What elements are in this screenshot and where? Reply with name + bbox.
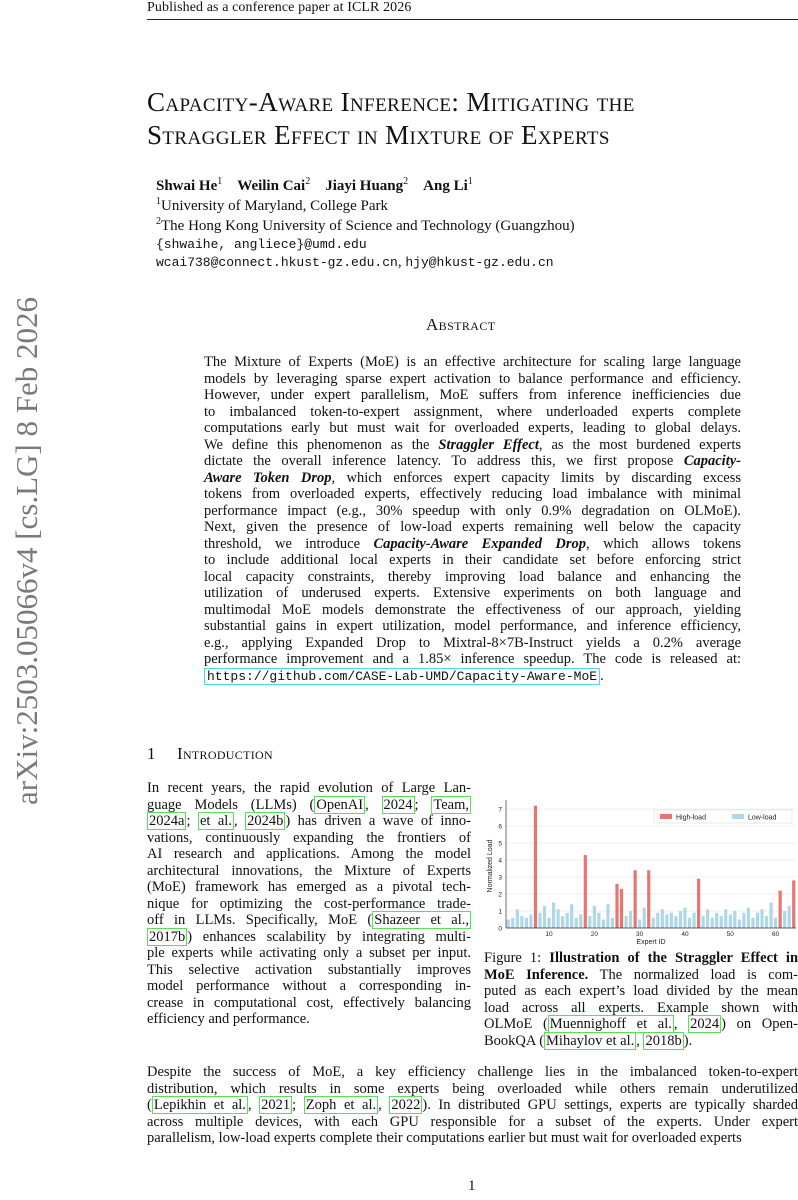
low-load-bar <box>679 911 682 928</box>
low-load-bar <box>511 918 514 928</box>
text-line <box>204 602 741 619</box>
text-run: model performance without a corresponding in- <box>147 978 471 994</box>
author-name: Jiayi Huang <box>325 178 404 194</box>
email-address[interactable]: wcai738@connect.hkust-gz.edu.cn <box>156 255 398 270</box>
text-run: puted as each expert’s load divided by the mean <box>484 983 798 999</box>
high-load-bar <box>584 855 587 928</box>
high-load-bar <box>615 884 618 928</box>
text-run: performance impact (e.g., 30% speedup with only 0.9% degradation on OLMoE). <box>204 502 741 519</box>
section-heading <box>147 744 273 764</box>
high-load-bar <box>647 870 650 928</box>
low-load-bar <box>624 916 627 928</box>
x-tick-label: 60 <box>771 931 780 938</box>
affil-number: 2 <box>156 216 161 227</box>
text-run: The Mixture of Experts (MoE) is an effective architecture for scaling large language <box>204 354 741 370</box>
low-load-bar <box>561 916 564 928</box>
author-affil-mark: 1 <box>467 176 473 187</box>
low-load-bar <box>769 903 772 928</box>
title-line-1: Capacity-Aware Inference: Mitigating the <box>147 87 635 117</box>
text-run: , <box>233 813 246 829</box>
low-load-bar <box>760 909 763 928</box>
text-run: nique for optimizing the cost-performance trade- <box>147 895 471 912</box>
text-run: OLMoE ( <box>484 1016 548 1032</box>
author-list <box>156 176 473 195</box>
low-load-bar <box>774 918 777 928</box>
low-load-bar <box>674 916 677 928</box>
author-name: Shwai He <box>156 178 218 194</box>
x-tick-label: 50 <box>726 931 734 938</box>
high-load-bar <box>779 891 782 928</box>
text-run: vations, continuously expanding the frontiers of <box>147 829 471 846</box>
high-load-bar <box>792 880 795 928</box>
section-title: Introduction <box>177 744 273 763</box>
y-axis-label: Normalized Load <box>487 839 494 893</box>
text-run: , as the most burdened experts <box>538 436 741 453</box>
low-load-bar <box>665 914 668 928</box>
text-line <box>204 470 741 487</box>
text-line <box>147 1130 798 1147</box>
figure-caption <box>484 950 798 1049</box>
emphasis-term: Aware Token Drop <box>204 469 332 486</box>
text-line <box>204 651 741 668</box>
high-load-bar <box>634 870 637 928</box>
email-line-1 <box>156 236 367 253</box>
body-paragraph <box>147 1064 798 1147</box>
y-tick-label: 5 <box>498 840 502 848</box>
citation-link[interactable]: OpenAI <box>316 796 364 813</box>
text-line <box>204 552 741 569</box>
text-run: , <box>365 796 382 813</box>
citation-link[interactable]: Muennighoff et al. <box>549 1016 672 1032</box>
low-load-bar <box>706 909 709 928</box>
y-tick-label: 1 <box>498 908 502 916</box>
text-run: The normalized load is com- <box>588 966 798 983</box>
text-line <box>204 354 741 371</box>
citation-link[interactable]: Mihaylov et al. <box>546 1032 635 1049</box>
citation-link[interactable]: 2022 <box>391 1097 421 1113</box>
text-line <box>204 371 741 388</box>
title-line-2: Straggler Effect in Mixture of Experts <box>147 120 610 150</box>
low-load-bar <box>538 913 541 928</box>
affil-number: 1 <box>156 196 161 207</box>
author-affil-mark: 1 <box>217 176 223 187</box>
text-line <box>204 486 741 503</box>
emphasis-term: Illustration of the Straggler Effect in <box>549 950 798 966</box>
text-run: , <box>247 1097 260 1113</box>
x-tick-label: 30 <box>636 931 644 938</box>
citation-link[interactable]: Zoph et al. <box>305 1097 377 1113</box>
text-line <box>484 983 798 1000</box>
citation-link[interactable]: 2024 <box>690 1016 720 1032</box>
text-run: computations early but must wait for overloaded experts, leading to global delays. <box>204 420 741 436</box>
text-run: utilization of underused experts. Extensive experiments on both language and <box>204 585 741 601</box>
text-run: AI research and applications. Among the model <box>147 846 471 862</box>
text-line <box>147 797 471 814</box>
arxiv-identifier: arXiv:2503.05066v4 [cs.LG] 8 Feb 2026 <box>9 297 44 805</box>
text-line <box>484 1000 798 1017</box>
low-load-bar <box>516 909 519 928</box>
emphasis-term: Straggler Effect <box>438 436 539 453</box>
text-run: performance improvement and a 1.85× inference speedup. The code is released at: <box>204 651 741 667</box>
email-separator: , <box>397 254 406 270</box>
text-line <box>147 962 471 979</box>
text-line <box>147 1114 798 1131</box>
text-line <box>204 618 741 635</box>
citation-link[interactable]: 2018b <box>645 1032 682 1049</box>
text-line <box>147 1064 798 1081</box>
low-load-bar <box>575 918 578 928</box>
abstract-body <box>204 354 741 685</box>
citation-link[interactable]: Lepikhin et al. <box>153 1097 246 1113</box>
text-run: distribution, which results in some experts being overloaded while others remain underutilized <box>147 1080 798 1097</box>
citation-link[interactable]: 2024b <box>247 813 284 829</box>
low-load-bar <box>724 909 727 928</box>
text-line <box>147 995 471 1012</box>
high-load-bar <box>697 879 700 928</box>
text-run: . <box>600 667 604 684</box>
text-line <box>147 912 471 929</box>
low-load-bar <box>656 913 659 928</box>
low-load-bar <box>729 914 732 928</box>
low-load-bar <box>597 913 600 928</box>
text-run: However, under expert parallelism, MoE suffers from inference inefficiencies due <box>204 387 741 403</box>
low-load-bar <box>661 909 664 928</box>
text-line <box>204 404 741 421</box>
x-axis-label: Expert ID <box>636 939 666 946</box>
text-run: e.g., applying Expanded Drop to Mixtral-8×7B-Instruct yields a 0.2% average <box>204 634 741 651</box>
high-load-bar <box>620 889 623 928</box>
text-line <box>147 978 471 995</box>
text-line <box>484 967 798 984</box>
low-load-bar <box>629 911 632 928</box>
text-run: models by leveraging sparse expert activation to balance performance and efficiency. <box>204 370 741 387</box>
text-run: guage Models (LLMs) ( <box>147 796 315 813</box>
text-line <box>204 536 741 553</box>
text-run: load across all experts. Example shown with <box>484 999 798 1016</box>
text-line <box>147 1011 471 1028</box>
text-run: to imbalanced token-to-expert assignment, where underloaded experts complete <box>204 403 741 420</box>
text-run: ) enhances scalability by integrating multi- <box>187 928 471 945</box>
low-load-bar <box>507 920 510 928</box>
text-line <box>147 879 471 896</box>
email-address[interactable]: hjy@hkust-gz.edu.cn <box>405 255 554 270</box>
low-load-bar <box>602 920 605 928</box>
legend-label-low: Low-load <box>748 814 777 822</box>
text-run: (MoE) framework has emerged as a pivotal tech- <box>147 879 471 895</box>
text-run: , <box>673 1016 689 1032</box>
y-tick-label: 3 <box>498 874 502 882</box>
text-run: multimodal MoE models demonstrate the effectiveness of our approach, yielding <box>204 601 741 618</box>
low-load-bar <box>751 918 754 928</box>
low-load-bar <box>742 913 745 928</box>
author-name: Ang Li <box>423 178 468 194</box>
affil-text: The Hong Kong University of Science and Technology (Guangzhou) <box>161 218 575 234</box>
text-line <box>147 846 471 863</box>
low-load-bar <box>783 911 786 928</box>
text-run: ). In distributed GPU settings, experts are typically sharded <box>422 1097 798 1113</box>
emphasis-term: Capacity-Aware Expanded Drop <box>373 535 587 552</box>
text-run: Next, given the presence of low-load experts remaining well below the capacity <box>204 519 741 535</box>
y-tick-label: 2 <box>498 891 502 899</box>
text-line <box>204 519 741 536</box>
low-load-bar <box>570 904 573 928</box>
citation-link[interactable]: 2017b <box>149 928 186 945</box>
text-run: ) has driven a wave of inno- <box>285 813 472 829</box>
text-run: ( <box>147 1097 152 1113</box>
text-run: ple experts while activating only a subset per input. <box>147 945 471 961</box>
y-tick-label: 4 <box>498 857 502 865</box>
text-run: threshold, we introduce <box>204 535 374 552</box>
text-run: ) on Open- <box>721 1016 798 1032</box>
low-load-bar <box>566 913 569 928</box>
low-load-bar <box>552 903 555 928</box>
text-line <box>147 1081 798 1098</box>
text-run: , <box>636 1032 644 1049</box>
text-run: ). <box>683 1032 693 1049</box>
legend-swatch-low <box>732 814 744 819</box>
high-load-bar <box>534 806 537 928</box>
low-load-bar <box>756 913 759 928</box>
affiliation-1 <box>156 196 388 215</box>
author-affil-mark: 2 <box>305 176 311 187</box>
low-load-bar <box>588 916 591 928</box>
y-tick-label: 0 <box>498 925 502 933</box>
text-line <box>204 437 741 454</box>
text-run: dictate the overall inference latency. To address this, we first propose <box>204 453 684 469</box>
text-run: , which allows tokens <box>586 535 741 552</box>
text-run: In recent years, the rapid evolution of Large Lan- <box>147 780 471 796</box>
text-line <box>204 453 741 470</box>
low-load-bar <box>611 918 614 928</box>
low-load-bar <box>711 918 714 928</box>
load-bar-chart <box>482 790 798 950</box>
low-load-bar <box>652 918 655 928</box>
text-line <box>147 863 471 880</box>
text-run: parallelism, low-load experts complete their computations earlier but must wait for overloaded experts <box>147 1130 742 1146</box>
text-line <box>147 945 471 962</box>
email-address[interactable]: {shwaihe, angliece}@umd.edu <box>156 237 367 252</box>
low-load-bar <box>593 906 596 928</box>
low-load-bar <box>683 908 686 928</box>
text-run: Figure 1: <box>484 950 550 966</box>
low-load-bar <box>765 916 768 928</box>
paper-title <box>147 86 798 152</box>
text-line <box>147 830 471 847</box>
conference-header: Published as a conference paper at ICLR 2026 <box>147 0 412 15</box>
citation-link[interactable]: 2021 <box>261 1097 291 1113</box>
page-number: 1 <box>468 1178 476 1194</box>
header-rule <box>147 19 798 20</box>
text-run: , <box>378 1097 390 1113</box>
text-run: local capacity constraints, thereby improving load balance and enhancing the <box>204 568 741 585</box>
text-line <box>484 1033 798 1050</box>
code-repo-link[interactable]: https://github.com/CASE-Lab-UMD/Capacity-Aware-MoE <box>204 668 600 685</box>
low-load-bar <box>702 916 705 928</box>
low-load-bar <box>638 920 641 928</box>
legend-label-high: High-load <box>676 814 706 822</box>
low-load-bar <box>520 916 523 928</box>
low-load-bar <box>547 918 550 928</box>
text-line <box>147 929 471 946</box>
email-line-2 <box>156 254 554 271</box>
text-run: ; <box>186 813 198 829</box>
text-line <box>204 503 741 520</box>
text-line <box>147 813 471 830</box>
x-tick-label: 20 <box>590 931 598 938</box>
y-tick-label: 6 <box>498 823 502 831</box>
citation-link[interactable]: 2024 <box>383 796 413 813</box>
text-line <box>147 896 471 913</box>
author-affil-mark: 2 <box>403 176 409 187</box>
text-run: We define this phenomenon as the <box>204 436 439 453</box>
intro-paragraph <box>147 780 471 1028</box>
text-run: efficiency and performance. <box>147 1011 310 1027</box>
text-line <box>484 950 798 967</box>
low-load-bar <box>715 913 718 928</box>
text-run: This selective activation substantially improves <box>147 961 471 978</box>
low-load-bar <box>643 908 646 928</box>
emphasis-term: Capacity- <box>683 453 741 469</box>
text-run: tokens from overloaded experts, effectively reducing load imbalance with minimal <box>204 486 741 502</box>
y-tick-label: 7 <box>498 806 502 814</box>
legend-swatch-high <box>660 814 672 819</box>
text-line <box>204 635 741 652</box>
low-load-bar <box>525 918 528 928</box>
low-load-bar <box>579 914 582 928</box>
text-run: off in LLMs. Specifically, MoE ( <box>147 912 373 928</box>
emphasis-term: MoE Inference. <box>484 966 589 983</box>
low-load-bar <box>747 908 750 928</box>
abstract-heading: Abstract <box>426 315 496 334</box>
low-load-bar <box>670 913 673 928</box>
text-run: ; <box>414 796 432 813</box>
section-number: 1 <box>147 744 156 763</box>
text-run: , which enforces expert capacity limits by discarding excess <box>331 469 741 486</box>
citation-link[interactable]: 2024a <box>149 813 185 829</box>
text-line <box>204 387 741 404</box>
low-load-bar <box>688 918 691 928</box>
author-name: Weilin Cai <box>237 178 306 194</box>
text-line <box>147 780 471 797</box>
citation-link[interactable]: et al. <box>199 813 232 829</box>
text-run: crease in computational cost, effectively balancing <box>147 994 471 1011</box>
citation-link[interactable]: Shazeer et al., <box>374 912 469 928</box>
low-load-bar <box>606 904 609 928</box>
text-run: BookQA ( <box>484 1032 545 1049</box>
low-load-bar <box>788 906 791 928</box>
text-line <box>204 585 741 602</box>
text-run: Despite the success of MoE, a key efficiency challenge lies in the imbalanced token-to-expert <box>147 1064 798 1080</box>
text-line <box>204 569 741 586</box>
text-line <box>204 668 741 686</box>
low-load-bar <box>692 913 695 928</box>
text-line <box>147 1097 798 1114</box>
low-load-bar <box>543 906 546 928</box>
x-tick-label: 40 <box>681 931 689 938</box>
citation-link[interactable]: Team, <box>433 796 469 813</box>
text-run: across multiple devices, with each GPU responsible for a subset of the experts. Under expert <box>147 1113 798 1130</box>
low-load-bar <box>738 920 741 928</box>
low-load-bar <box>557 909 560 928</box>
text-line <box>484 1016 798 1033</box>
low-load-bar <box>733 911 736 928</box>
text-line <box>204 420 741 437</box>
low-load-bar <box>529 914 532 928</box>
text-run: architectural innovations, the Mixture of Experts <box>147 862 471 879</box>
text-run: to include additional local experts in their candidate set before enforcing strict <box>204 552 741 568</box>
x-tick-label: 10 <box>545 931 553 938</box>
affiliation-2 <box>156 216 575 235</box>
text-run: substantial gains in expert utilization, model performance, and inference efficiency, <box>204 618 741 634</box>
low-load-bar <box>720 916 723 928</box>
text-run: ; <box>292 1097 304 1113</box>
affil-text: University of Maryland, College Park <box>161 198 389 214</box>
